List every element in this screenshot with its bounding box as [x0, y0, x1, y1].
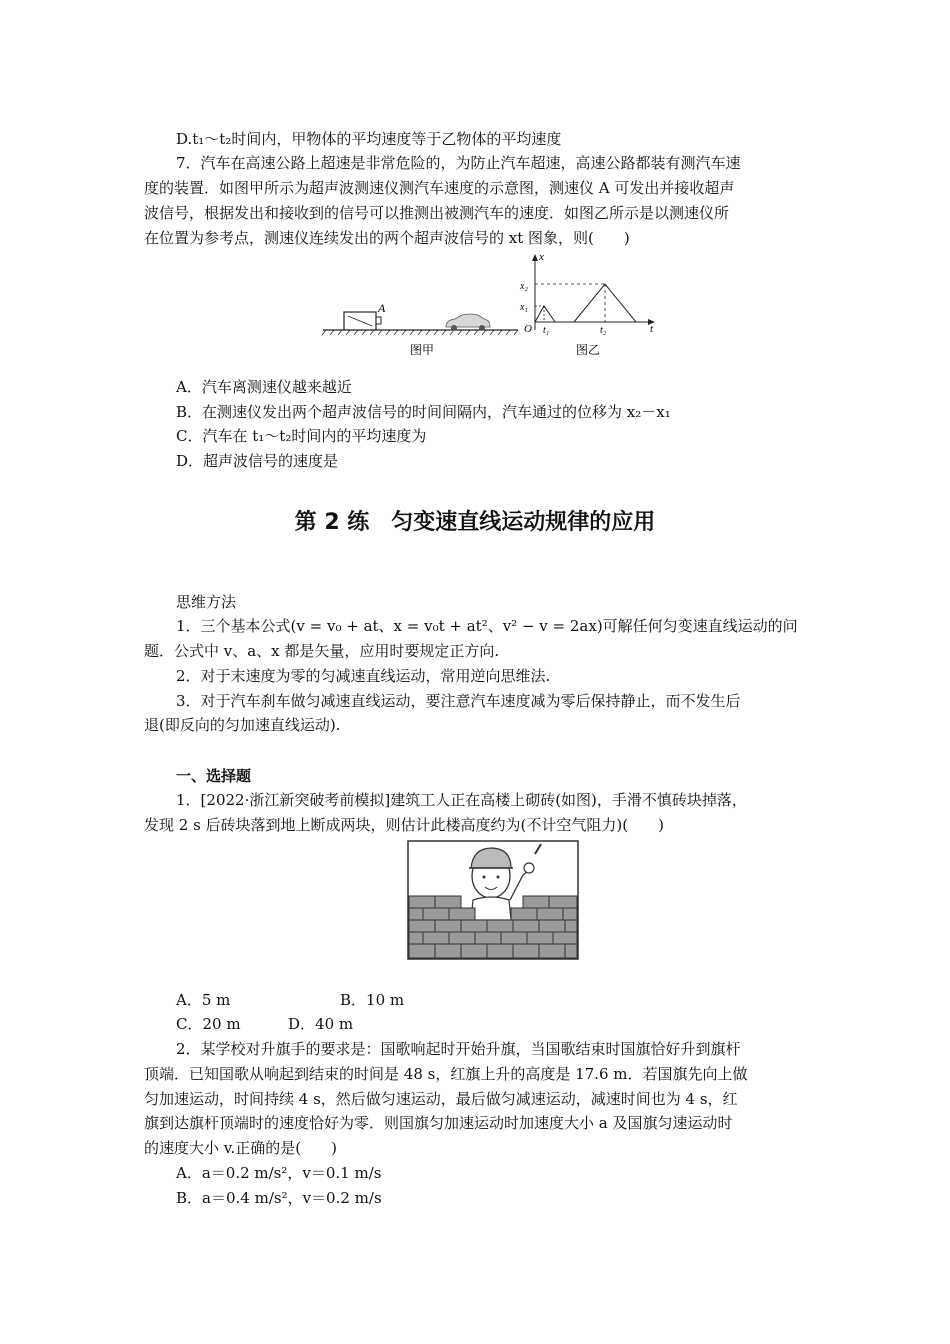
methods-line-5: 退(即反向的匀加速直线运动).	[144, 716, 341, 734]
q1-option-a: A．5 m	[176, 991, 231, 1009]
q2-option-a: A．a＝0.2 m/s²，v＝0.1 m/s	[176, 1164, 382, 1182]
q7-stem-line-2: 度的装置．如图甲所示为超声波测速仪测汽车速度的示意图，测速仪 A 可发出并接收超声	[144, 179, 735, 197]
axis-label-t: t	[650, 323, 654, 335]
q2-stem-line-2: 顶端．已知国歌从响起到结束的时间是 48 s，红旗上升的高度是 17.6 m．若国旗先向上做	[144, 1065, 748, 1083]
methods-line-4: 3．对于汽车刹车做匀减速直线运动，要注意汽车速度减为零后保持静止，而不发生后	[176, 692, 741, 710]
signal-1-path	[535, 306, 555, 322]
q1-option-b: B．10 m	[340, 991, 405, 1009]
q2-stem-line-3: 匀加速运动，时间持续 4 s，然后做匀速运动，最后做匀减速运动，减速时间也为 4 s，红	[144, 1090, 738, 1108]
q7-stem-line-3: 波信号，根据发出和接收到的信号可以推测出被测汽车的速度．如图乙所示是以测速仪所	[144, 204, 730, 222]
choice-section-title: 一、选择题	[176, 767, 252, 785]
q7-option-a: A．汽车离测速仪越来越近	[176, 378, 352, 396]
caption-right: 图乙	[576, 343, 601, 357]
detector-label-a: A	[378, 301, 386, 315]
methods-line-3: 2．对于末速度为零的匀减速直线运动，常用逆向思维法.	[176, 667, 551, 685]
q7-option-b: B．在测速仪发出两个超声波信号的时间间隔内，汽车通过的位移为 x₂－x₁	[176, 403, 671, 421]
caption-left: 图甲	[410, 343, 435, 357]
q2-option-b: B．a＝0.4 m/s²，v＝0.2 m/s	[176, 1189, 382, 1207]
detector-emitter	[376, 317, 381, 324]
q7-option-d: D．超声波信号的速度是	[176, 452, 339, 470]
q7-option-c: C．汽车在 t₁～t₂时间内的平均速度为	[176, 427, 427, 445]
q1-illustration	[407, 840, 579, 960]
q2-stem-line-5: 的速度大小 v.正确的是( )	[144, 1139, 337, 1157]
axis-label-t2: t₂	[600, 325, 607, 336]
q7-stem-line-1: 7．汽车在高速公路上超速是非常危险的，为防止汽车超速，高速公路都装有测汽车速	[176, 154, 741, 172]
axis-label-x1: x₁	[520, 302, 528, 313]
axis-label-x2: x₂	[520, 281, 528, 292]
ground-hatch	[322, 330, 518, 335]
q7-figure	[318, 250, 668, 360]
axis-label-t1: t₁	[543, 325, 550, 336]
q1-stem-line-2: 发现 2 s 后砖块落到地上断成两块，则估计此楼高度约为(不计空气阻力)( )	[144, 816, 664, 834]
q1-option-c: C．20 m	[176, 1015, 241, 1033]
q2-stem-line-4: 旗到达旗杆顶端时的速度恰好为零．则国旗匀加速运动时加速度大小 a 及国旗匀速运动时	[144, 1114, 733, 1132]
methods-line-1: 1．三个基本公式(v = v₀ + at、x = v₀t + at²、v² − v = 2ax)可解任何匀变速直线运动的问	[176, 617, 798, 635]
methods-title: 思维方法	[176, 593, 237, 611]
section-title: 第 2 练 匀变速直线运动规律的应用	[294, 510, 656, 535]
methods-line-2: 题．公式中 v、a、x 都是矢量，应用时要规定正方向.	[144, 642, 500, 660]
q6-option-d: D.t₁～t₂时间内，甲物体的平均速度等于乙物体的平均速度	[176, 130, 562, 148]
q1-stem-line-1: 1．[2022·浙江新突破考前模拟]建筑工人正在高楼上砌砖(如图)，手滑不慎砖块掉落，	[176, 791, 747, 809]
q2-stem-line-1: 2．某学校对升旗手的要求是：国歌响起时开始升旗，当国歌结束时国旗恰好升到旗杆	[176, 1040, 741, 1058]
q1-option-d: D．40 m	[288, 1015, 354, 1033]
axis-label-x: x	[539, 251, 544, 263]
car-icon	[446, 314, 490, 331]
q7-stem-line-4: 在位置为参考点，测速仪连续发出的两个超声波信号的 xt 图象，则( )	[144, 229, 630, 247]
axis-origin-o: O	[524, 323, 532, 335]
